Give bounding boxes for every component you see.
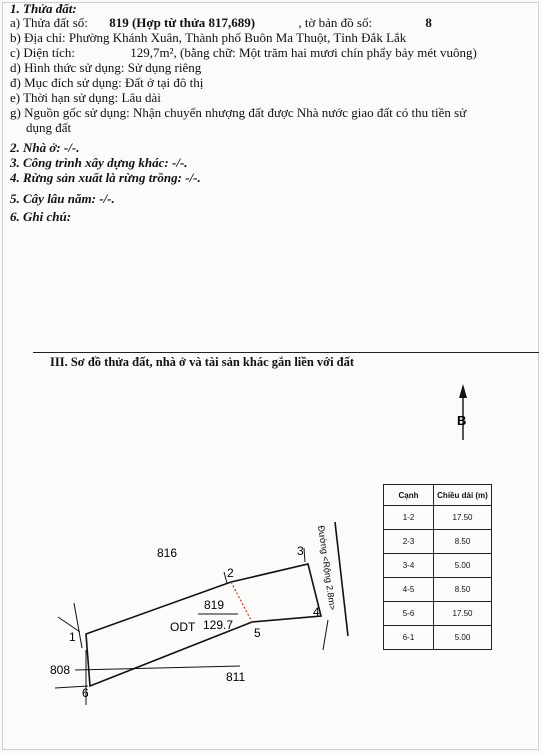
usage-form-line: d) Hình thức sử dụng: Sử dụng riêng (10, 60, 202, 75)
section6-notes: 6. Ghi chú: (10, 209, 72, 224)
section1-heading: 1. Thửa đất: (10, 1, 77, 16)
usage-origin-line1: g) Nguồn gốc sử dụng: Nhận chuyển nhượng đất được Nhà nước giao đất có thu tiền sử (10, 105, 467, 120)
area-row (10, 46, 477, 60)
vertex-5: 5 (254, 626, 261, 640)
table-row (384, 578, 492, 602)
usage-term-line: e) Thời hạn sử dụng: Lâu dài (10, 90, 161, 105)
table-row (384, 506, 492, 530)
edge-cell: 5-6 (384, 602, 434, 626)
column-header-edge: Cạnh (384, 485, 434, 506)
table-row (384, 530, 492, 554)
usage-purpose-line: đ) Mục đích sử dụng: Đất ở tại đô thị (10, 75, 204, 90)
vertex-6: 6 (82, 686, 89, 700)
area-value: 129,7m², (bằng chữ: Một trăm hai mươi chín phẩy bảy mét vuông) (130, 45, 477, 60)
vertex-2: 2 (227, 566, 234, 580)
edge-cell: 3-4 (384, 554, 434, 578)
neighbor-808: 808 (50, 663, 71, 677)
section2-house: 2. Nhà ở: -/-. (10, 140, 80, 155)
table-row (384, 554, 492, 578)
area-label: c) Diện tích: (10, 45, 75, 60)
vertex-4: 4 (313, 605, 320, 619)
map-sheet-label: , tờ bản đồ số: (298, 15, 373, 30)
section-divider (33, 352, 539, 353)
section5-perennial: 5. Cây lâu năm: -/-. (10, 191, 115, 206)
length-cell: 5.00 (434, 626, 492, 650)
neighbor-811: 811 (226, 670, 246, 684)
edge-length-table (383, 484, 492, 650)
address-line: b) Địa chỉ: Phường Khánh Xuân, Thành phố Buôn Ma Thuột, Tỉnh Đắk Lắk (10, 30, 407, 45)
section4-forest: 4. Rừng sản xuất là rừng trồng: -/-. (10, 170, 201, 185)
usage-origin-line2: dụng đất (26, 120, 72, 135)
section3-structures: 3. Công trình xây dựng khác: -/-. (10, 155, 188, 170)
length-cell: 5.00 (434, 554, 492, 578)
length-cell: 8.50 (434, 530, 492, 554)
vertex-1: 1 (69, 630, 76, 644)
vertex-3: 3 (297, 544, 304, 558)
parcel-number-row (10, 16, 432, 30)
north-label: B (457, 413, 467, 428)
edge-cell: 6-1 (384, 626, 434, 650)
table-header-row (384, 485, 492, 506)
neighbor-816: 816 (157, 546, 178, 560)
length-cell: 8.50 (434, 578, 492, 602)
table-row (384, 602, 492, 626)
length-cell: 17.50 (434, 602, 492, 626)
parcel-number-label: 819 (204, 598, 225, 612)
edge-cell: 4-5 (384, 578, 434, 602)
map-sheet-value: 8 (425, 15, 432, 30)
road-label: Đường <Rộng 2.8m> (316, 524, 338, 611)
column-header-length: Chiều dài (m) (434, 485, 492, 506)
parcel-area-label: 129.7 (203, 618, 234, 632)
north-arrow-icon (457, 384, 467, 440)
table-row (384, 626, 492, 650)
edge-cell: 1-2 (384, 506, 434, 530)
diagram-title: III. Sơ đồ thửa đất, nhà ở và tài sản khác gắn liền với đất (50, 355, 355, 369)
edge-cell: 2-3 (384, 530, 434, 554)
length-cell: 17.50 (434, 506, 492, 530)
land-type-label: ODT (170, 620, 196, 634)
parcel-number-label: a) Thửa đất số: (10, 15, 88, 30)
parcel-number-value: 819 (Hợp từ thửa 817,689) (109, 15, 256, 30)
